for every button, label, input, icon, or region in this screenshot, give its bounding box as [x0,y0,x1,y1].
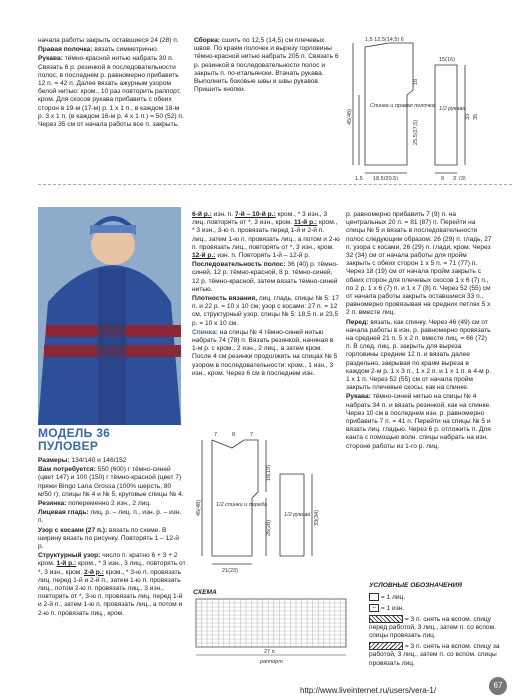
bottom-pattern-diagram [192,426,342,576]
cable-right-icon [369,615,403,623]
h-sizes: Размеры: [38,457,70,464]
model-name: ПУЛОВЕР [38,439,99,453]
h-row11: 11-й р.: [294,219,318,227]
top-widths-label: 1,5 12,5(14,5) 6 [365,37,404,43]
sleeve-top-label: 15(16) [439,57,455,63]
h-row2: 2-й р.: [84,568,104,576]
top-col2 [194,37,339,95]
text: тёмно-красной нитью набрать 30 п. Связать 6 р. резинкой в последовательности полос, в последнем р. равномерно прибавить 12 п. = 42 п. Далее вязать ажурным узором белой нитью: кром., 10 раз повторить раппорт, кром. Для скосов рукава прибавить с обеих сторон в 19-м (17-м) р. 1 х 1 п., в каждом 18-м р. 3 х 1 п. (в каждом 16-м р. 4 х 1 п.) = 50 (52) п. Через 35 см от начала работы все п. закрыть. [38,55,184,129]
cable-left-icon [369,642,403,650]
t-row6: изн. п. [213,211,234,218]
t-sleeves2: тёмно-синей нитью на спицы № 4 набрать 34 п. и вязать резинкой, как на спинке. Через 10 см в последнем изн. р. равномерно прибавить 7 п. = 41 п. Перейти на спицы № 5 и вязать лиц. гладью. Через 6 р. отложить п. Для канта с помощью волн. спицы набрать на изн. стороне работы из 1-го р. лиц. [346,393,492,450]
left-col [38,457,186,619]
sleeve-label: 1/2 рукава [439,106,466,112]
height-total-label: 45(48) [347,109,353,125]
sleeve-bottom2-label: 3 [453,176,457,180]
legend-title: УСЛОВНЫЕ ОБОЗНАЧЕНИЯ [369,582,462,589]
t-row11: кром., * 3 изн., 3-ю п. провязать перед 1-й и 2-й п. лиц., затем 1-ю п. провязать лиц., а потом и 2-ю п. провязать лиц., повторять от *, 3 изн., кром. [192,219,340,251]
t-cable: вязать по схеме. В ширину вязать по рисунку. Повторять 1 – 12-й р. [38,526,179,551]
legend-item-text: = 1 лиц. [380,593,406,601]
h-rib: Резинка: [38,500,67,508]
t-row7: кром., * 3 изн., 3 лиц. повторять от *, 3 изн., кром. [192,211,328,227]
bottom-margin-label: 1,5 [355,176,363,180]
sleeve-bottom2b-label: (3) [459,176,466,180]
h-row6: 6-й р.: [192,211,212,218]
h-materials: Вам потребуется: [38,466,96,474]
knit-symbol-icon [369,593,379,601]
section-divider [38,184,512,185]
t-back: на спицы № 4 тёмно-синей нитью набрать 74 (78) п. Вязать резинкой, начиная в 1-м р. с кром., 2 изн., 2 лиц., а затем кром. После 4 см резинки продолжить на спицах № 5 узором в последовательности: кром., 1 изн., 3 изн., кром. Через 6 см в последнем изн. [192,328,338,377]
h-stockinette: Лицевая гладь: [38,509,89,517]
h-back: Спинка: [192,328,218,336]
top-pattern-diagram [345,35,515,180]
body-label [370,103,435,109]
bottom-width-label: 18,5(20,5) [373,176,399,180]
h-row1: 1-й р.: [56,560,77,568]
legend-item-text: = 1 изн. [380,604,405,612]
dim-label: 33(34) [314,510,320,526]
scheme-chart [192,597,357,667]
t-stripes: 36 (40) р. тёмно-синей, 12 р. тёмно-красной, 8 р. тёмно-синей, 12 р. тёмно-красной, затем вязать тёмно-синей нитью. [192,261,339,293]
t-back-cont: р. равномерно прибавить 7 (9) п. на центральных 20 п. = 81 (87) п. Перейти на спицы № 5 и вязать в последовательности полос следующим образом: 26 (29) п. гладь, 27 п. узора с косами, 26 (29) п. глади, кром. Через 32 (34) см от начала работы для пройм закрыть с обеих сторон 1 х 5 п. = 71 (77) п. Через 18 (19) см от начала пройм закрыть с обеих сторон для плечевых скосов 1 х 6 (7) п., по 2 р. 1 х 6 (7) п. и 1 х 7 (8) п. Через 52 (55) см от начала работы закрыть оставшиеся 33 п., равномерно провязывая на средних петлях 5 х 2 п. вместе лиц. [346,211,492,317]
h-stripes: Последовательность полос: [192,261,286,269]
legend-item [369,615,509,640]
t-front: вязать, как спинку. Через 46 (49) см от начала работы в изн. р. равномерно провязать на средней 21 п. 5 х 2 п. вместе лиц. = 66 (72) п. В след. лиц. р. закрыть для выреза горловины средние 12 п. и вязать далее раздельно, закрывая по краям выреза в каждом 2-м р. 1 х 3 п., 1 х 2 п. и 1 х 1 п. в 4-м р. 1 х 1 п. Через 52 (55) см от начала пройм закрыть плечевые скосы, как на спинке. [346,318,492,392]
legend-item-text: = 3 п. снять на вспом. спицу перед работой, 3 лиц., затем п. со вспом. спицы провязать лиц. [369,615,496,640]
h-row7: 7-й – 10-й р.: [234,211,276,218]
body-label-text: Спинка и правая полочка [370,103,435,109]
h-structure: Структурный узор: [38,552,101,560]
t-gauge: лиц. гладь, спицы № 5: 17 п. и 22 р. = 10 х 10 см; узор с косами: 27 п. = 12 см, структурный узор, спицы № 5: 18,5 п. и 23,5 р. = 10 х 10 см. [192,295,340,327]
sweater-illustration [38,207,181,425]
front-label: 1/2 спинки и переда [216,502,268,508]
h-sleeves2: Рукава: [346,393,371,401]
text: вязать симметрично. [94,46,159,54]
dim-label: 7 [214,432,218,438]
t-structure: число п. кратно 6 + 3 + 2 кром. [38,552,178,568]
t-rib: попеременно 2 изн., 2 лиц. [68,500,152,508]
t-row1: кром., * 3 изн., 3 лиц., повторять от *, 3 изн., кром. [38,560,186,576]
sleeve-height-label: 33 [465,113,471,120]
t-row2: кром., * 3-ю п. провязать лиц. перед 1-й и 2-й п., затем 1-ю п. провязать лиц., потом 2-ю п. провязать лиц., 3 изн., повторять от *, 3-ю п. провязать лиц. перед 1-й и 2-й п., затем 1-ю п. провязать лиц., а потом и 2-ю п. провязать лиц., кром. [38,568,183,617]
heading-sleeves: Рукава: [38,55,63,63]
legend-item [369,642,509,667]
scheme-rapport-label: раппорт [260,659,283,665]
model-photo [38,207,181,425]
h-cable: Узор с косами (27 п.): [38,526,108,534]
height-armhole-label: 18 [413,78,419,85]
sleeve-bottom-label: 9 [441,176,445,180]
text: сшить по 12,5 (14,5) см плечевых швов. По краям полочек и вырезу горловины тёмно-красной нитью набрать 205 п. Связать 6 р. резинкой в последовательности полос и закрыть п. по-итальянски. Втачать рукава. Выполнить боковые швы и швы рукавов. Пришить кнопки. [194,37,339,94]
sleeve-label: 1/2 рукава [284,512,311,518]
text: начала работы закрыть оставшиеся 24 (28) п. [38,37,179,44]
legend-item [369,593,509,602]
h-gauge: Плотность вязания, [192,295,258,303]
top-col1 [38,37,186,130]
dim-label: 45(48) [196,500,202,516]
t-materials: 550 (600) г тёмно-синей (цвет 147) и 100 (150) г тёмно-красной (цвет 7) пряжи Bingo Lana Grossa (100% шерсть, 80 м/50 г); спицы № 4 и № 5, круговые спицы № 4. [38,466,184,498]
heading-assembly: Сборка: [194,37,220,44]
scheme-title: СХЕМА [193,589,217,596]
dim-label: 26(28) [266,520,272,536]
t-row12: изн. п. Повторять 1-й – 12-й р. [217,252,310,260]
dim-label: 8 [232,432,236,438]
right-col [346,211,492,452]
t-sizes: 134/140 и 146/152 [71,457,127,464]
dim-label: 7 [250,432,254,438]
purl-symbol-icon: – [369,604,379,612]
mid-col [192,211,340,379]
model-number: МОДЕЛЬ 36 [38,426,111,440]
legend [369,582,509,668]
h-row12: 12-й р.: [192,252,216,260]
dim-label: 18(19) [266,465,272,481]
model-title [38,427,188,453]
height-lower-label: 25,5(27,5) [413,119,419,145]
page-number: 67 [489,677,507,695]
legend-item [369,604,509,613]
h-front: Перед: [346,318,369,326]
heading-right-front: Правая полочка: [38,46,93,54]
scheme-width-label: 27 п. [264,649,277,655]
legend-item-text: = 3 п. снять на вспом. спицу за работой, 3 лиц., затем п. со вспом. спицы провязать лиц. [369,643,500,667]
dim-label: 21(23) [222,568,238,574]
t-stockinette: лиц. р. – лиц. п., изн. р. – изн. п. [38,509,182,525]
sleeve-height2-label: 35 [473,113,479,120]
footer-url[interactable]: http://www.liveinternet.ru/users/vera-1/ [300,686,437,695]
